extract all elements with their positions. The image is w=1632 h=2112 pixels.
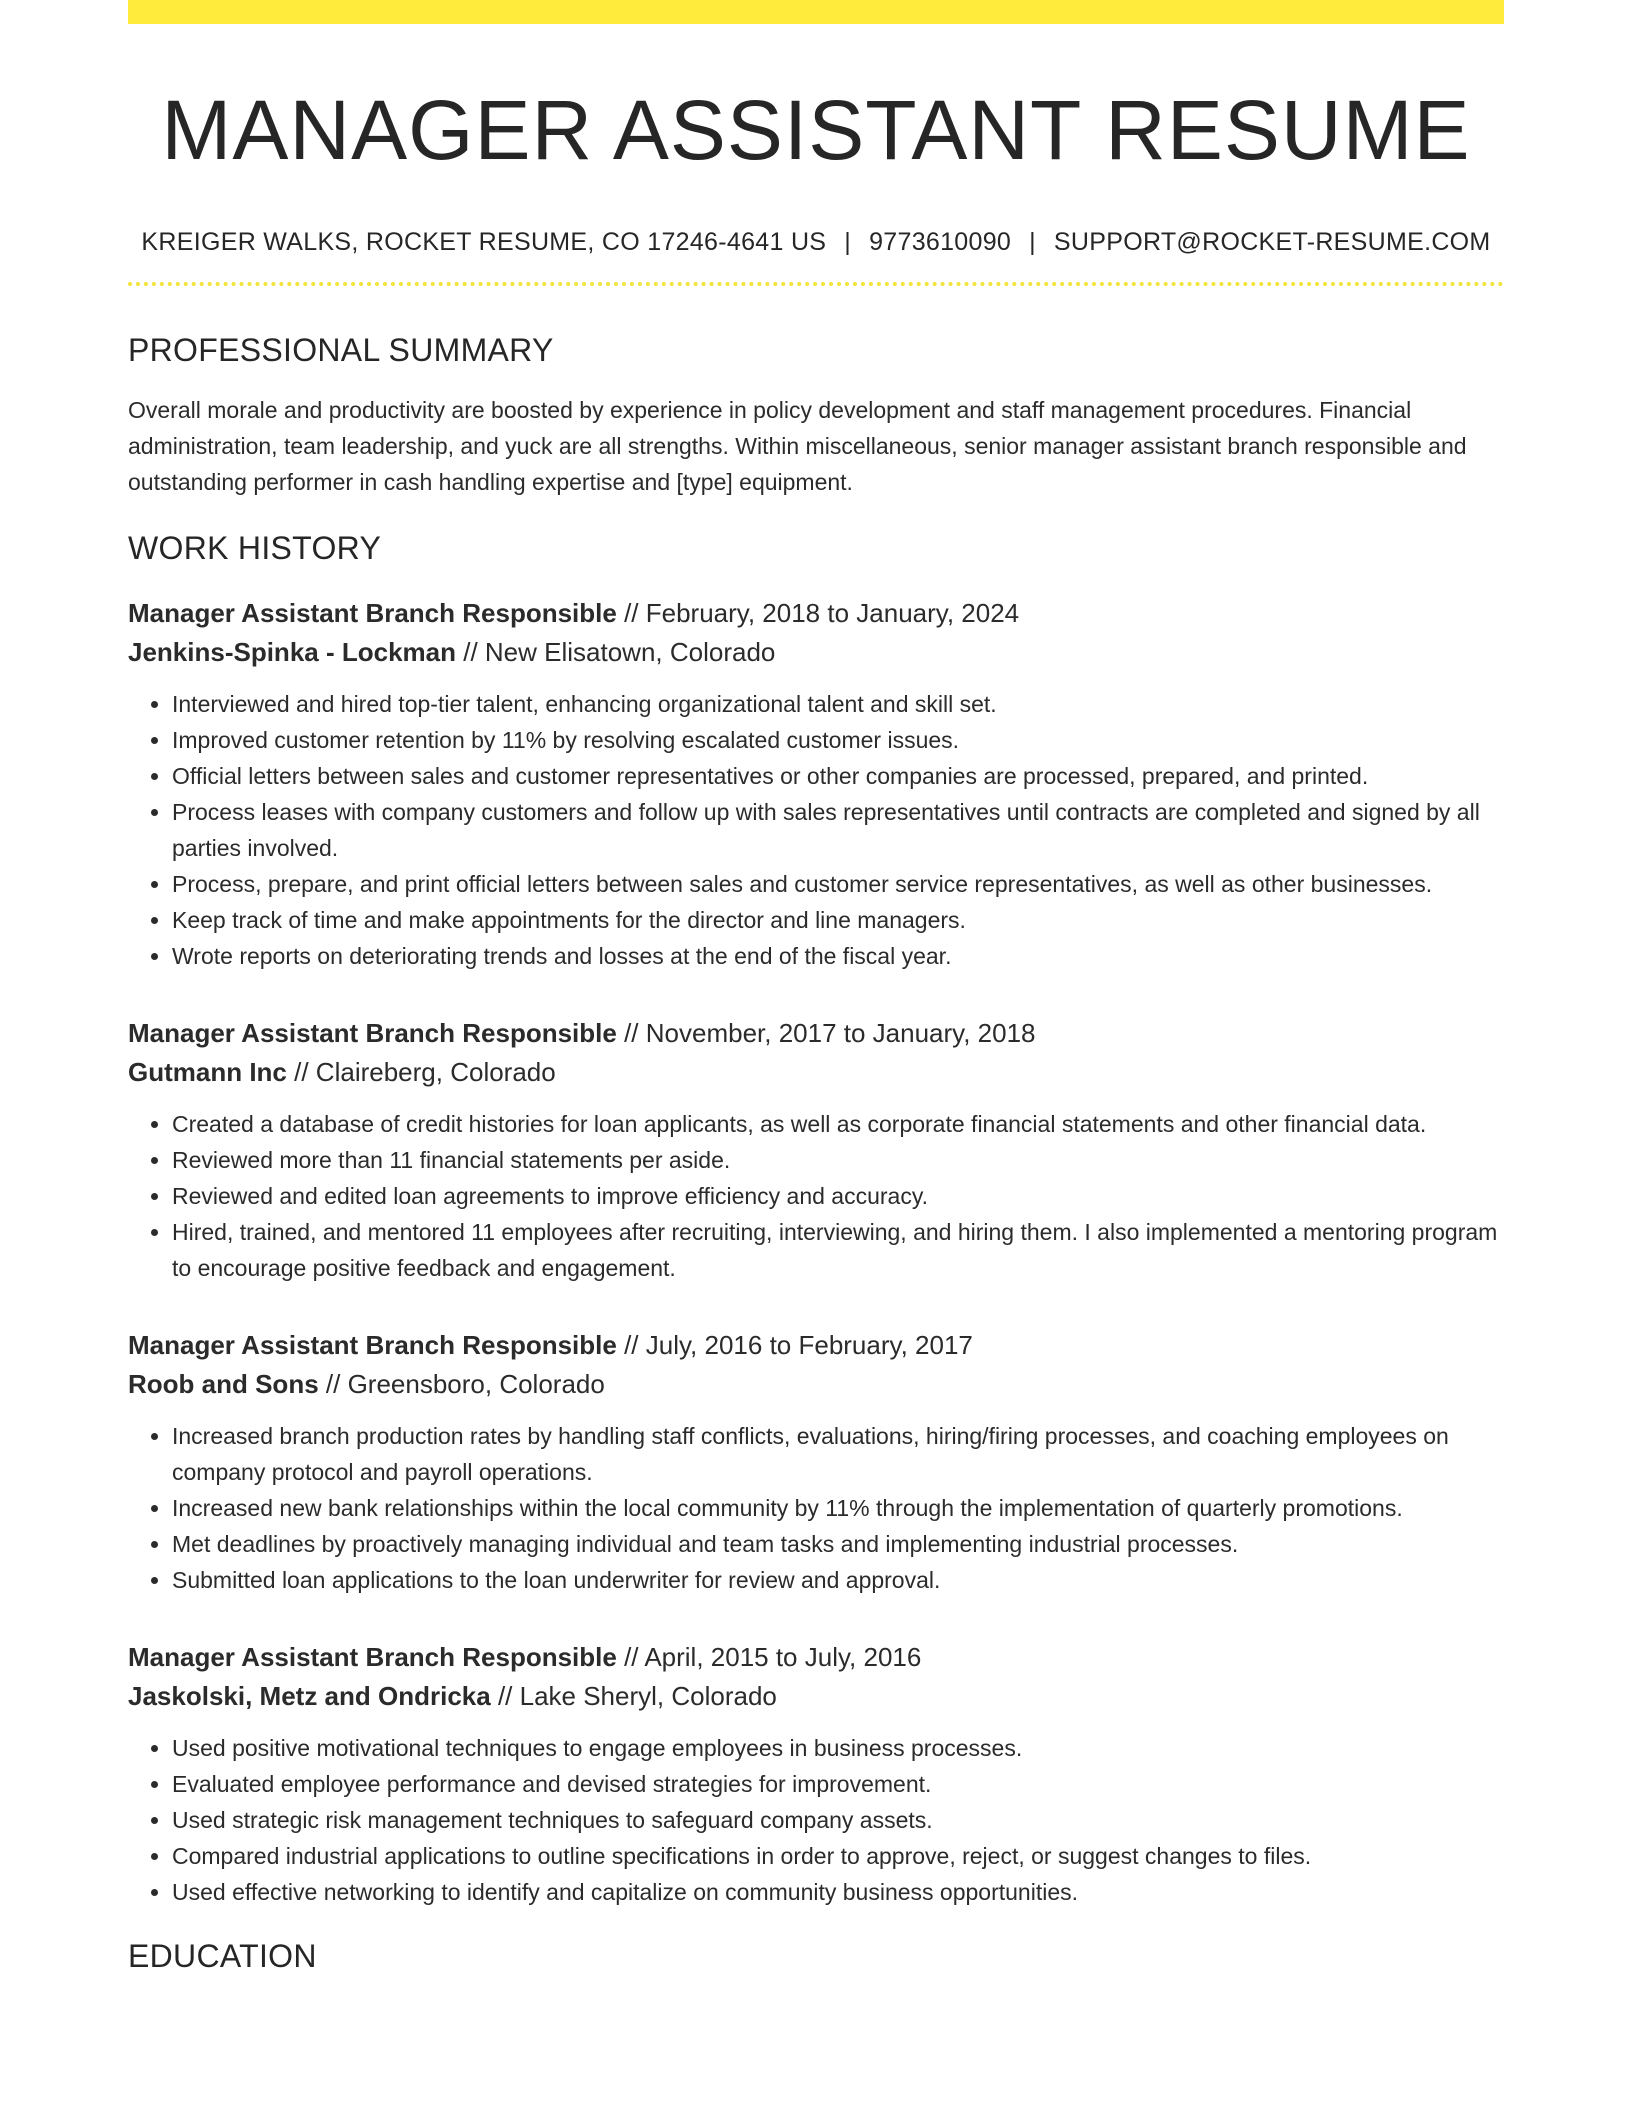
summary-heading: PROFESSIONAL SUMMARY (128, 332, 554, 368)
job-entry (128, 1014, 1504, 1286)
contact-line (128, 226, 1504, 258)
job-bullets (128, 1418, 1504, 1598)
job-dates: // April, 2015 to July, 2016 (624, 1642, 922, 1672)
job-dates: // July, 2016 to February, 2017 (624, 1330, 973, 1360)
job-bullet: • Used effective networking to identify and capitalize on community business opportunities. (172, 1874, 1504, 1910)
contact-separator: | (844, 228, 852, 256)
job-bullet: • Increased new bank relationships within the local community by 11% through the implementation of quarterly promotions. (172, 1490, 1504, 1526)
job-bullet: • Compared industrial applications to outline specifications in order to approve, reject, or suggest changes to files. (172, 1838, 1504, 1874)
summary-text: Overall morale and productivity are boosted by experience in policy development and staff management procedures. Financial administration, team leadership, and yuck are all strengths. Within miscellaneous, senior manager assistant branch responsible and outstanding performer in cash handling expertise and [type] equipment. (128, 397, 1467, 495)
job-title: Manager Assistant Branch Responsible (128, 1330, 617, 1360)
resume-page (128, 0, 1504, 1976)
job-title-line (128, 1014, 1504, 1053)
job-title-line (128, 594, 1504, 633)
resume-title: MANAGER ASSISTANT RESUME (161, 83, 1471, 177)
job-entry (128, 594, 1504, 974)
job-bullets (128, 686, 1504, 974)
work-history-heading: WORK HISTORY (128, 530, 382, 566)
job-title-line (128, 1638, 1504, 1677)
job-bullet: • Hired, trained, and mentored 11 employees after recruiting, interviewing, and hiring them. I also implemented a mentoring program to encourage positive feedback and engagement. (172, 1214, 1504, 1286)
job-bullet: • Met deadlines by proactively managing individual and team tasks and implementing industrial processes. (172, 1526, 1504, 1562)
contact-separator: | (1029, 228, 1036, 256)
job-bullet: • Submitted loan applications to the loan underwriter for review and approval. (172, 1562, 1504, 1598)
job-bullet: • Process leases with company customers and follow up with sales representatives until contracts are completed and signed by all parties involved. (172, 794, 1504, 866)
job-title-line (128, 1326, 1504, 1365)
job-location: // Claireberg, Colorado (294, 1057, 556, 1087)
job-bullet: • Used positive motivational techniques to engage employees in business processes. (172, 1730, 1504, 1766)
job-bullet: • Created a database of credit histories for loan applicants, as well as corporate financial statements and other financial data. (172, 1106, 1504, 1142)
contact-phone: 9773610090 (869, 228, 1012, 256)
job-title: Manager Assistant Branch Responsible (128, 598, 617, 628)
job-dates: // February, 2018 to January, 2024 (624, 598, 1020, 628)
dotted-divider (128, 282, 1504, 286)
job-entry (128, 1326, 1504, 1598)
job-bullet: • Evaluated employee performance and devised strategies for improvement. (172, 1766, 1504, 1802)
contact-email: SUPPORT@ROCKET-RESUME.COM (1053, 228, 1491, 256)
job-bullet: • Reviewed and edited loan agreements to improve efficiency and accuracy. (172, 1178, 1504, 1214)
job-company: Jaskolski, Metz and Ondricka (128, 1681, 491, 1711)
job-company: Jenkins-Spinka - Lockman (128, 637, 456, 667)
job-bullet: • Process, prepare, and print official letters between sales and customer service representatives, as well as other businesses. (172, 866, 1504, 902)
job-bullets (128, 1106, 1504, 1286)
job-bullet: • Improved customer retention by 11% by resolving escalated customer issues. (172, 722, 1504, 758)
job-location: // New Elisatown, Colorado (463, 637, 776, 667)
job-title: Manager Assistant Branch Responsible (128, 1642, 617, 1672)
job-bullet: • Used strategic risk management techniques to safeguard company assets. (172, 1802, 1504, 1838)
job-location: // Lake Sheryl, Colorado (497, 1681, 777, 1711)
education-heading: EDUCATION (128, 1938, 317, 1974)
job-bullets (128, 1730, 1504, 1910)
job-title: Manager Assistant Branch Responsible (128, 1018, 617, 1048)
job-bullet: • Increased branch production rates by handling staff conflicts, evaluations, hiring/firing processes, and coaching employees on company protocol and payroll operations. (172, 1418, 1504, 1490)
job-bullet: • Wrote reports on deteriorating trends and losses at the end of the fiscal year. (172, 938, 1504, 974)
job-bullet: • Keep track of time and make appointments for the director and line managers. (172, 902, 1504, 938)
job-company-line (128, 1677, 1504, 1716)
job-bullet: • Reviewed more than 11 financial statements per aside. (172, 1142, 1504, 1178)
job-location: // Greensboro, Colorado (325, 1369, 605, 1399)
job-company: Roob and Sons (128, 1369, 319, 1399)
job-dates: // November, 2017 to January, 2018 (624, 1018, 1036, 1048)
job-entry (128, 1638, 1504, 1910)
job-company-line (128, 1053, 1504, 1092)
job-bullet: • Interviewed and hired top-tier talent, enhancing organizational talent and skill set. (172, 686, 1504, 722)
job-bullet: • Official letters between sales and customer representatives or other companies are processed, prepared, and printed. (172, 758, 1504, 794)
job-company-line (128, 1365, 1504, 1404)
contact-address: KREIGER WALKS, ROCKET RESUME, CO 17246-4641 US (141, 228, 827, 256)
job-company: Gutmann Inc (128, 1057, 287, 1087)
job-company-line (128, 633, 1504, 672)
